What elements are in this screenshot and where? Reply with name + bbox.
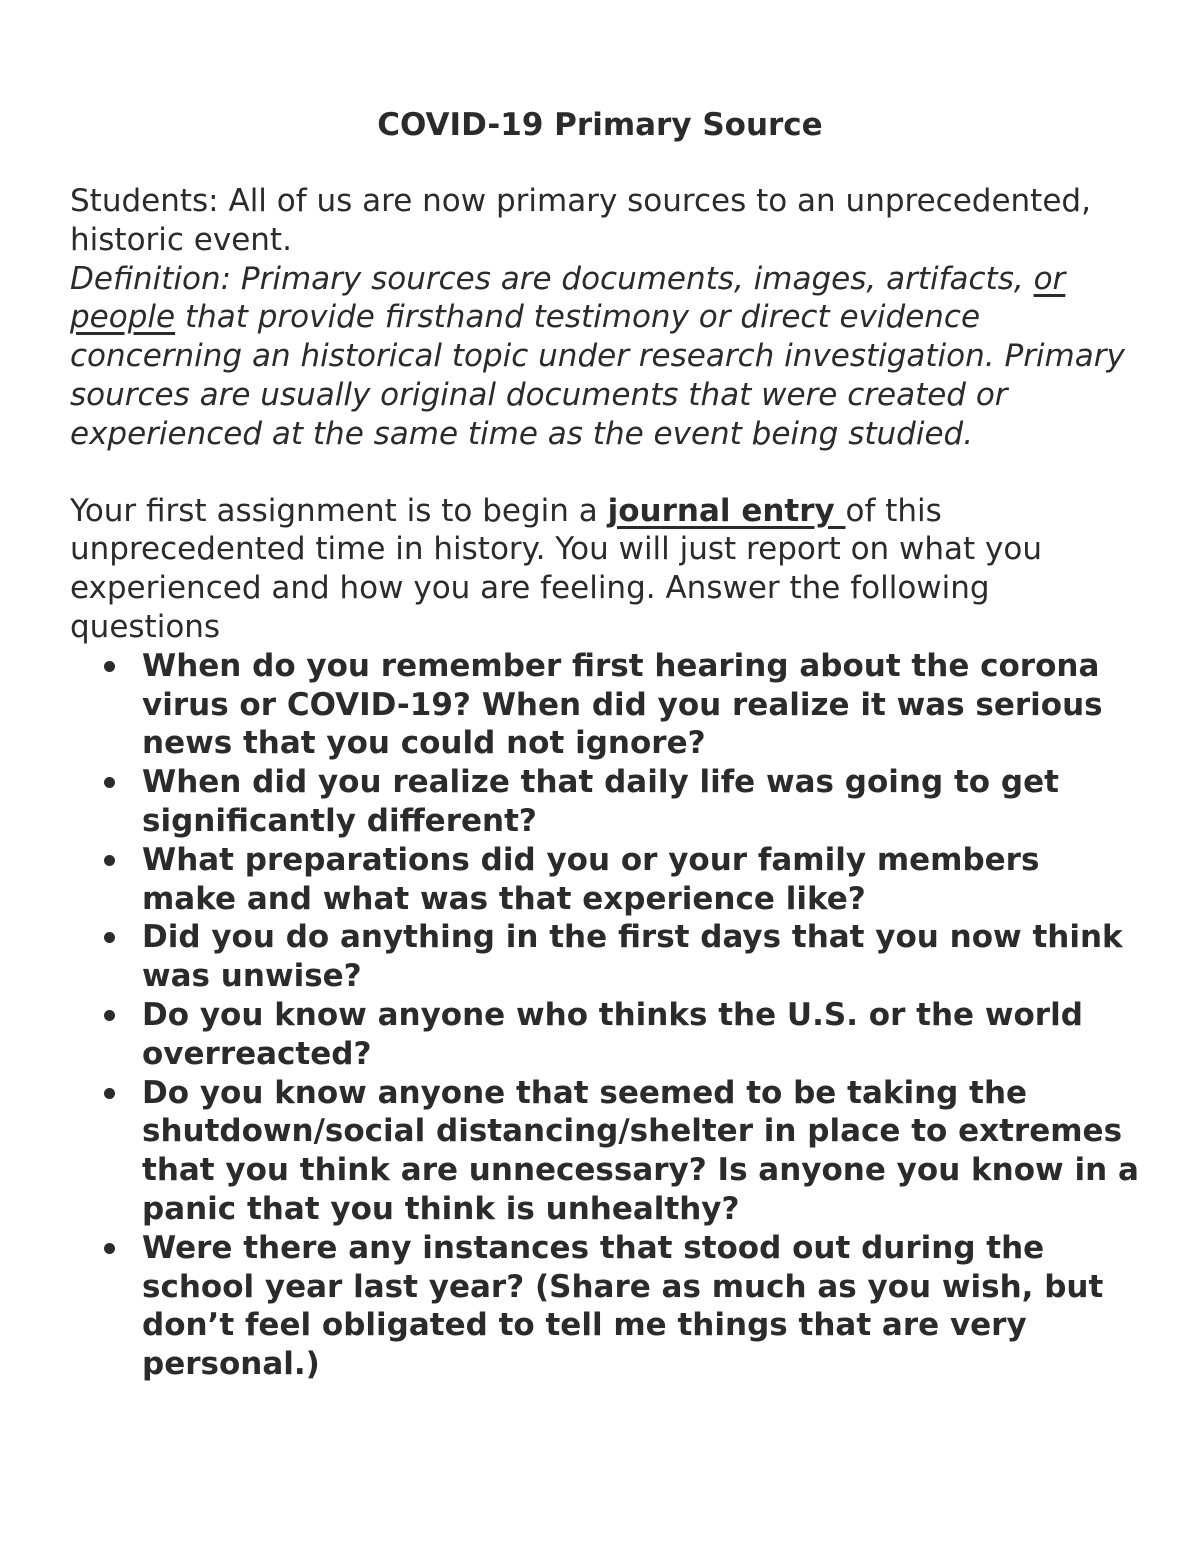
paragraph-spacer (70, 454, 1140, 492)
bullet-icon (104, 777, 115, 788)
list-item (142, 1229, 1140, 1384)
list-item (142, 996, 1140, 1074)
list-item (142, 763, 1140, 841)
document-page (70, 104, 1140, 1384)
list-item (142, 841, 1140, 919)
question-text: Do you know anyone who thinks the U.S. or the world overreacted? (142, 996, 1083, 1072)
page-title: COVID-19 Primary Source (377, 107, 823, 143)
bullet-icon (104, 1088, 115, 1099)
definition-paragraph (70, 260, 1140, 454)
question-text: When do you remember first hearing about the corona virus or COVID-19? When did you realize it was serious news that you could not ignore? (142, 647, 1103, 762)
assignment-rest: of this unprecedented time in history. You will just report on what you experienced and how you are feeling. Answer the following questions (70, 492, 1043, 645)
assignment-emphasis: journal entry (607, 492, 846, 529)
definition-rest: that provide firsthand testimony or direct evidence concerning an historical topic under research investigation. Primary sources are usually original documents that were created or experienced at the same time as the event being studied. (70, 299, 1125, 452)
list-item (142, 647, 1140, 763)
question-text: Were there any instances that stood out during the school year last year? (Share as much as you wish, but don’t feel obligated to tell me things that are very personal.) (142, 1229, 1104, 1383)
list-item (142, 918, 1140, 996)
bullet-icon (104, 1010, 115, 1021)
question-text: What preparations did you or your family members make and what was that experience like? (142, 841, 1040, 917)
assignment-paragraph (70, 492, 1140, 647)
bullet-icon (104, 932, 115, 943)
question-list (70, 647, 1140, 1384)
definition-underlined: or people (70, 260, 1066, 336)
question-text: Did you do anything in the first days that you now think was unwise? (142, 919, 1123, 995)
question-text: When did you realize that daily life was going to get significantly different? (142, 764, 1059, 839)
question-text: Do you know anyone that seemed to be taking the shutdown/social distancing/shelter in place to extremes that you think are unnecessary? Is anyone you know in a panic that you think is unhealthy? (142, 1074, 1139, 1227)
intro-paragraph: Students: All of us are now primary sources to an unprecedented, historic event. (70, 183, 1091, 258)
assignment-prefix: Your first assignment is to begin a (70, 492, 608, 529)
list-item (142, 1074, 1140, 1229)
definition-prefix: Definition: Primary sources are documents, images, artifacts, (70, 260, 1034, 297)
bullet-icon (104, 1243, 115, 1254)
bullet-icon (104, 855, 115, 866)
bullet-icon (104, 661, 115, 672)
